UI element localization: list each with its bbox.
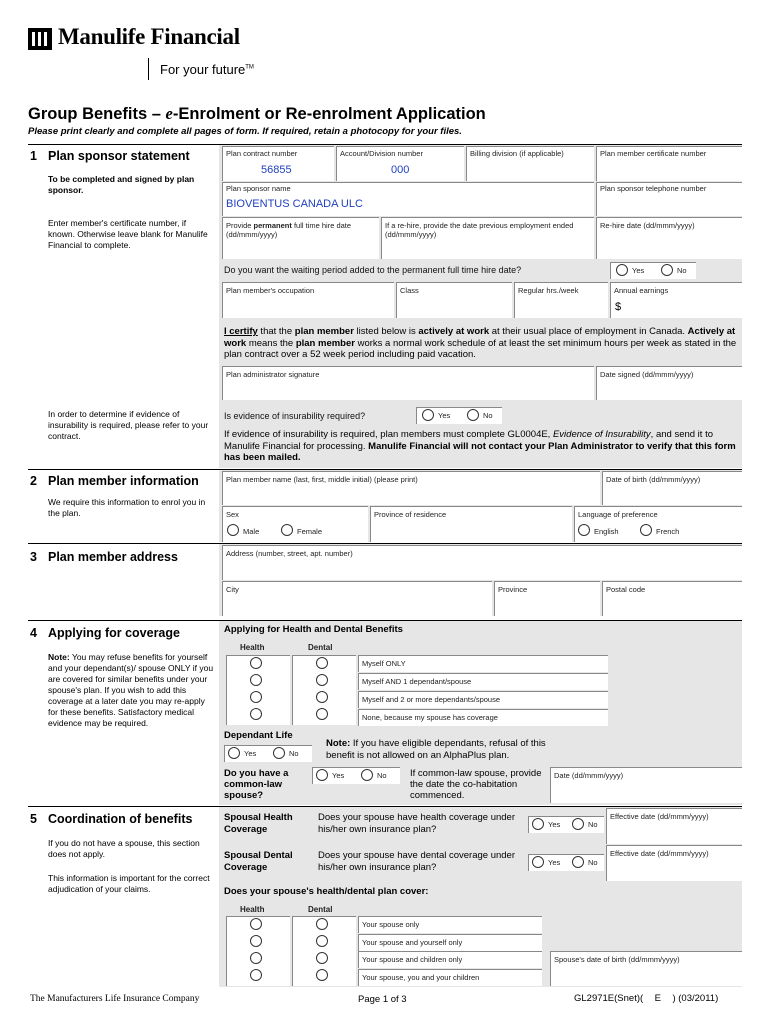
trademark: TM <box>245 64 254 71</box>
plan-sponsor-name-label: Plan sponsor name <box>226 184 291 193</box>
date-of-birth-field[interactable] <box>602 471 742 505</box>
form-code-b: ) (03/2011) <box>672 993 719 1004</box>
spousal-dental-yes-label: Yes <box>548 858 561 867</box>
spousal-health-effective-date-label: Effective date (dd/mmm/yyyy) <box>610 812 709 821</box>
form-code-e: E <box>654 993 661 1004</box>
annual-earnings-dollar: $ <box>615 301 622 313</box>
section-1-note-sponsor: To be completed and signed by plan sponsor. <box>48 174 195 195</box>
waiting-period-question: Do you want the waiting period added to the permanent full time hire date? <box>224 265 522 275</box>
health-option-2-radio[interactable] <box>250 691 262 703</box>
plan-contract-number-value: 56855 <box>261 164 292 176</box>
cohabitation-date-field[interactable] <box>550 767 742 803</box>
province-residence-label: Province of residence <box>374 510 447 519</box>
coverage-option-3 <box>358 709 608 726</box>
section-1-number: 1 <box>30 149 37 163</box>
common-law-yes-label: Yes <box>332 771 345 780</box>
page-title <box>28 104 486 124</box>
member-name-label: Plan member name (last, first, middle initial) (please print) <box>226 475 418 484</box>
section-3-number: 3 <box>30 550 37 564</box>
eoi-instructions <box>224 429 740 464</box>
plan-sponsor-phone-label: Plan sponsor telephone number <box>600 184 707 193</box>
spouse-dob-field[interactable] <box>550 951 742 986</box>
female-label: Female <box>297 527 323 536</box>
health-option-3-radio[interactable] <box>250 708 262 720</box>
spousal-health-question: Does your spouse have health coverage under his/her own insurance plan? <box>318 812 515 835</box>
eoi-question: Is evidence of insurability required? <box>224 411 366 421</box>
spouse-cover-option-3 <box>358 969 542 986</box>
hire-label-permanent: permanent <box>253 221 292 230</box>
address-label: Address (number, street, apt. number) <box>226 549 353 558</box>
common-law-text: If common-law spouse, provide the date the co-habitation commenced. <box>410 768 542 801</box>
spousal-dental-label: Spousal Dental Coverage <box>224 850 293 873</box>
administrator-signature-label: Plan administrator signature <box>226 370 320 379</box>
spouse-cover-option-label: Your spouse and children only <box>362 955 463 964</box>
postal-code-label: Postal code <box>606 585 646 594</box>
eoi-text-1: If evidence of insurability is required, plan members must complete GL0004E, <box>224 429 553 440</box>
spousal-health-no-radio[interactable] <box>572 818 584 830</box>
section-4-note <box>48 652 216 729</box>
female-radio[interactable] <box>281 524 293 536</box>
class-label: Class <box>400 286 419 295</box>
section-2-note: We require this information to enrol you in the plan. <box>48 497 206 518</box>
certify-9: plan member <box>295 337 355 349</box>
class-field[interactable] <box>396 282 512 318</box>
member-name-field[interactable] <box>222 471 600 505</box>
annual-earnings-field[interactable] <box>610 282 742 318</box>
health-column-header: Health <box>240 643 265 652</box>
plan-contract-number-field[interactable] <box>222 146 334 181</box>
annual-earnings-label: Annual earnings <box>614 286 669 295</box>
dep-note-text: If you have eligible dependants, refusal of this benefit is not allowed on an AlphaPlus plan. <box>326 738 546 761</box>
province-residence-field[interactable] <box>370 506 572 542</box>
footer-form-code <box>574 993 718 1004</box>
certify-5: actively at work <box>418 326 490 337</box>
province-label: Province <box>498 585 528 594</box>
eoi-text-form-name: Evidence of Insurability <box>552 429 651 440</box>
spousal-health-effective-date-field[interactable] <box>606 808 742 844</box>
health-option-0-radio[interactable] <box>250 657 262 669</box>
spouse-cover-option-label: Your spouse only <box>362 920 420 929</box>
address-field[interactable] <box>222 545 742 580</box>
dep-note-bold: Note: <box>326 738 351 749</box>
dental-option-2-radio[interactable] <box>316 691 328 703</box>
date-signed-field[interactable] <box>596 366 742 400</box>
spousal-dental-options <box>528 854 604 871</box>
section-4-number: 4 <box>30 626 37 640</box>
dental-option-1-radio[interactable] <box>316 674 328 686</box>
eoi-text-4: Manulife Financial will not contact your Plan Administrator to verify that this form has been mailed. <box>224 440 736 463</box>
certify-8: means the <box>246 337 296 349</box>
health-dental-title: Applying for Health and Dental Benefits <box>224 624 403 635</box>
section-2-title: Plan member information <box>48 474 199 488</box>
title-e: e <box>165 104 173 123</box>
section-4-note-text: You may refuse benefits for yourself and your dependant(s)/ spouse ONLY if you are covered for similar benefits under your spouse's plan. If you wish to add this coverage at a later date you may re-apply for these benefits. Satisfactory medical evidence may be required. <box>48 652 214 728</box>
male-radio[interactable] <box>227 524 239 536</box>
eoi-no-label: No <box>483 411 493 420</box>
previous-employment-end-label: If a re-hire, provide the date previous employment ended (dd/mmm/yyyy) <box>385 221 574 239</box>
date-signed-label: Date signed (dd/mmm/yyyy) <box>600 370 694 379</box>
spouse-plan-cover-question: Does your spouse's health/dental plan cover: <box>224 886 429 897</box>
spouse-health-column-header: Health <box>240 905 265 914</box>
postal-code-field[interactable] <box>602 581 742 616</box>
plan-sponsor-phone-field[interactable] <box>596 182 742 216</box>
coverage-option-2 <box>358 691 608 708</box>
section-5-title: Coordination of benefits <box>48 812 193 826</box>
hire-label-c: full time hire date (dd/mmm/yyyy) <box>226 221 352 239</box>
section-5-note-importance: This information is important for the correct adjudication of your claims. <box>48 873 210 894</box>
title-suffix: -Enrolment or Re-enrolment Application <box>172 105 486 123</box>
spouse-cover-option-label: Your spouse and yourself only <box>362 938 463 947</box>
section-1-title: Plan sponsor statement <box>48 149 190 163</box>
spouse-dental-option-0-radio[interactable] <box>316 918 328 930</box>
province-field[interactable] <box>494 581 600 616</box>
health-option-1-radio[interactable] <box>250 674 262 686</box>
sex-field <box>222 506 368 542</box>
waiting-yes-radio[interactable] <box>616 264 628 276</box>
dependant-life-label: Dependant Life <box>224 730 293 741</box>
section-1-note-cert: Enter member's certificate number, if known. Otherwise leave blank for Manulife Financial to complete. <box>48 218 208 250</box>
certification-statement <box>224 326 740 361</box>
cohabitation-date-label: Date (dd/mmm/yyyy) <box>554 771 624 780</box>
brand-name: Manulife Financial <box>58 24 240 49</box>
spouse-cover-option-0 <box>358 916 542 933</box>
section-5-note-spouse: If you do not have a spouse, this section does not apply. <box>48 838 200 859</box>
regular-hours-label: Regular hrs./week <box>518 286 579 295</box>
date-of-birth-label: Date of birth (dd/mmm/yyyy) <box>606 475 701 484</box>
certify-3: plan member <box>294 326 354 337</box>
form-code-a: GL2971E(Snet)( <box>574 993 644 1004</box>
spouse-health-option-2-radio[interactable] <box>250 952 262 964</box>
billing-division-field[interactable] <box>466 146 594 181</box>
common-law-yes-radio[interactable] <box>316 769 328 781</box>
certify-7: Actively at work <box>224 326 736 349</box>
page-subtitle: Please print clearly and complete all pages of form. If required, retain a photocopy for your files. <box>28 126 462 137</box>
rehire-date-label: Re-hire date (dd/mmm/yyyy) <box>600 221 695 230</box>
certify-6: at their usual place of employment in Canada. <box>489 326 688 337</box>
coverage-option-label: Myself AND 1 dependant/spouse <box>362 677 472 686</box>
spouse-health-option-3-radio[interactable] <box>250 969 262 981</box>
waiting-no-label: No <box>677 266 687 275</box>
spousal-health-yes-label: Yes <box>548 820 561 829</box>
spousal-health-label: Spousal Health Coverage <box>224 812 293 835</box>
hire-label-a: Provide <box>226 221 254 230</box>
title-prefix: Group Benefits – <box>28 105 166 123</box>
previous-employment-end-field[interactable] <box>381 217 594 259</box>
spouse-dental-option-3-radio[interactable] <box>316 969 328 981</box>
spouse-health-option-1-radio[interactable] <box>250 935 262 947</box>
certify-2: that the <box>257 326 295 337</box>
tagline-text: For your future <box>160 62 246 77</box>
occupation-label: Plan member's occupation <box>226 286 315 295</box>
eoi-no-radio[interactable] <box>467 409 479 421</box>
hire-date-field[interactable] <box>222 217 379 259</box>
french-label: French <box>656 527 680 536</box>
spousal-health-yes-radio[interactable] <box>532 818 544 830</box>
regular-hours-field[interactable] <box>514 282 608 318</box>
city-label: City <box>226 585 239 594</box>
section-3-title: Plan member address <box>48 550 178 564</box>
male-label: Male <box>243 527 260 536</box>
spousal-dental-yes-radio[interactable] <box>532 856 544 868</box>
dependant-life-note <box>326 738 576 761</box>
common-law-no-radio[interactable] <box>361 769 373 781</box>
common-law-options <box>312 767 400 784</box>
common-law-no-label: No <box>377 771 387 780</box>
spousal-health-options <box>528 816 604 833</box>
dependant-life-yes-radio[interactable] <box>228 747 240 759</box>
account-division-value: 000 <box>391 164 410 176</box>
eoi-text-3: , and send it to Manulife Financial for processing. <box>224 429 713 452</box>
account-division-label: Account/Division number <box>340 149 423 158</box>
coverage-option-label: None, because my spouse has coverage <box>362 713 498 722</box>
spouse-dental-option-2-radio[interactable] <box>316 952 328 964</box>
spousal-dental-effective-date-field[interactable] <box>606 845 742 881</box>
spouse-cover-option-label: Your spouse, you and your children <box>362 973 480 982</box>
waiting-no-radio[interactable] <box>661 264 673 276</box>
common-law-question: Do you have a common-law spouse? <box>224 768 289 801</box>
dental-option-0-radio[interactable] <box>316 657 328 669</box>
rehire-date-field[interactable] <box>596 217 742 259</box>
language-label: Language of preference <box>578 510 658 519</box>
french-radio[interactable] <box>640 524 652 536</box>
dental-option-3-radio[interactable] <box>316 708 328 720</box>
spousal-health-no-label: No <box>588 820 598 829</box>
sex-label: Sex <box>226 510 239 519</box>
spousal-dental-question: Does your spouse have dental coverage under his/her own insurance plan? <box>318 850 515 873</box>
english-radio[interactable] <box>578 524 590 536</box>
section-4-note-bold: Note: <box>48 652 70 662</box>
brand-divider <box>148 58 149 80</box>
section-1-note-eoi: In order to determine if evidence of insurability is required, please refer to your contract. <box>48 409 209 441</box>
dependant-life-no-label: No <box>289 749 299 758</box>
spouse-cover-option-2 <box>358 951 542 968</box>
hire-date-label <box>226 221 378 239</box>
administrator-signature-field[interactable] <box>222 366 594 400</box>
waiting-yes-label: Yes <box>632 266 645 275</box>
billing-division-label: Billing division (if applicable) <box>470 149 564 158</box>
coverage-option-label: Myself and 2 or more dependants/spouse <box>362 695 500 704</box>
section-4-title: Applying for coverage <box>48 626 180 640</box>
section-2-number: 2 <box>30 474 37 488</box>
spouse-dental-option-1-radio[interactable] <box>316 935 328 947</box>
spousal-dental-effective-date-label: Effective date (dd/mmm/yyyy) <box>610 849 709 858</box>
coverage-option-label: Myself ONLY <box>362 659 406 668</box>
english-label: English <box>594 527 619 536</box>
plan-sponsor-name-field[interactable] <box>222 182 594 216</box>
spouse-dob-label: Spouse's date of birth (dd/mmm/yyyy) <box>554 955 680 964</box>
section-5-number: 5 <box>30 812 37 826</box>
certificate-number-field[interactable] <box>596 146 742 181</box>
language-field <box>574 506 742 542</box>
manulife-logo-mark-icon <box>28 28 52 50</box>
eoi-yes-radio[interactable] <box>422 409 434 421</box>
spousal-dental-no-radio[interactable] <box>572 856 584 868</box>
city-field[interactable] <box>222 581 492 616</box>
spouse-dental-column-header: Dental <box>308 905 333 914</box>
brand-tagline <box>160 62 254 77</box>
dental-column-header: Dental <box>308 643 333 652</box>
eoi-yes-label: Yes <box>438 411 451 420</box>
spouse-health-option-0-radio[interactable] <box>250 918 262 930</box>
eoi-options <box>416 407 502 424</box>
spousal-dental-no-label: No <box>588 858 598 867</box>
certificate-number-label: Plan member certificate number <box>600 149 707 158</box>
dependant-life-no-radio[interactable] <box>273 747 285 759</box>
footer-page-number: Page 1 of 3 <box>358 994 407 1005</box>
dependant-life-yes-label: Yes <box>244 749 257 758</box>
certify-10: works a normal work schedule of at least the set minimum hours per week as stated in the plan contract over a 52 week period including paid vacation. <box>224 337 737 360</box>
occupation-field[interactable] <box>222 282 394 318</box>
account-division-field[interactable] <box>336 146 464 181</box>
plan-sponsor-name-value: BIOVENTUS CANADA ULC <box>226 198 363 210</box>
spouse-cover-option-1 <box>358 934 542 951</box>
dependant-life-options <box>224 745 312 762</box>
certify-4: listed below is <box>353 326 419 337</box>
certify-word: I certify <box>224 326 258 337</box>
waiting-period-options <box>610 262 696 279</box>
footer-company: The Manufacturers Life Insurance Company <box>30 994 200 1004</box>
plan-contract-number-label: Plan contract number <box>226 149 298 158</box>
coverage-option-1 <box>358 673 608 690</box>
coverage-option-0 <box>358 655 608 672</box>
